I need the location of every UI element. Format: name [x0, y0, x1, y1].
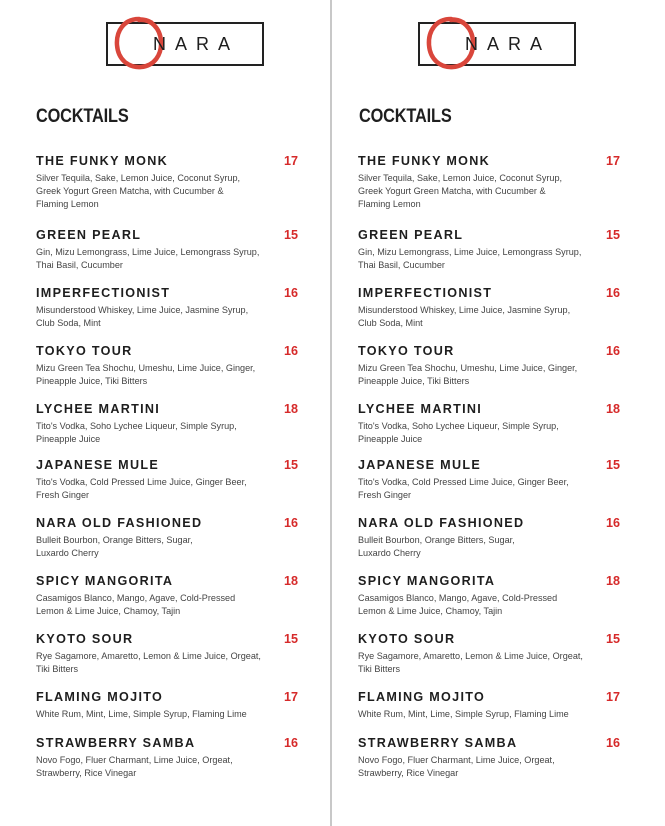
- menu-item: [358, 402, 620, 446]
- item-name: LYCHEE MARTINI: [358, 402, 483, 416]
- item-price: 16: [283, 736, 298, 750]
- item-description: Casamigos Blanco, Mango, Agave, Cold-Pressed Lemon & Lime Juice, Chamoy, Tajin: [36, 593, 236, 616]
- item-name: TOKYO TOUR: [36, 344, 133, 358]
- item-price: 17: [283, 690, 298, 704]
- item-description: White Rum, Mint, Lime, Simple Syrup, Flaming Lime: [358, 709, 569, 719]
- item-price: 17: [605, 690, 620, 704]
- item-name: JAPANESE MULE: [358, 458, 482, 472]
- menu-item: [36, 516, 298, 560]
- menu-item: [358, 286, 620, 330]
- item-price: 15: [605, 632, 620, 646]
- item-price: 18: [605, 402, 620, 416]
- menu-item: [36, 736, 298, 780]
- menu-item: [358, 574, 620, 618]
- item-price: 16: [283, 344, 298, 358]
- menu-page-left: [0, 0, 322, 826]
- item-name: FLAMING MOJITO: [36, 690, 164, 704]
- item-description: Tito's Vodka, Soho Lychee Liqueur, Simple Syrup, Pineapple Juice: [36, 421, 237, 444]
- item-description: Tito's Vodka, Cold Pressed Lime Juice, Ginger Beer, Fresh Ginger: [358, 477, 569, 500]
- item-price: 15: [283, 228, 298, 242]
- item-name: FLAMING MOJITO: [358, 690, 486, 704]
- menu-item: [358, 632, 620, 676]
- menu-item: [358, 516, 620, 560]
- item-price: 18: [283, 574, 298, 588]
- item-description: Gin, Mizu Lemongrass, Lime Juice, Lemongrass Syrup, Thai Basil, Cucumber: [358, 247, 582, 270]
- item-price: 15: [283, 458, 298, 472]
- item-description: Rye Sagamore, Amaretto, Lemon & Lime Juice, Orgeat, Tiki Bitters: [36, 651, 261, 674]
- item-price: 16: [605, 344, 620, 358]
- menu-item: [36, 228, 298, 272]
- item-price: 16: [283, 286, 298, 300]
- item-name: IMPERFECTIONIST: [36, 286, 171, 300]
- item-description: Mizu Green Tea Shochu, Umeshu, Lime Juice, Ginger, Pineapple Juice, Tiki Bitters: [358, 363, 578, 386]
- item-name: NARA OLD FASHIONED: [358, 516, 525, 530]
- menu-item: [36, 690, 298, 721]
- item-name: KYOTO SOUR: [358, 632, 456, 646]
- item-name: THE FUNKY MONK: [358, 154, 491, 168]
- section-title: COCKTAILS: [36, 106, 129, 127]
- menu-item: [36, 574, 298, 618]
- item-description: White Rum, Mint, Lime, Simple Syrup, Flaming Lime: [36, 709, 247, 719]
- item-price: 15: [605, 228, 620, 242]
- item-name: SPICY MANGORITA: [36, 574, 174, 588]
- item-name: GREEN PEARL: [358, 228, 464, 242]
- item-name: TOKYO TOUR: [358, 344, 455, 358]
- item-price: 18: [605, 574, 620, 588]
- item-price: 16: [605, 286, 620, 300]
- menu-page-right: [332, 0, 654, 826]
- item-description: Misunderstood Whiskey, Lime Juice, Jasmine Syrup, Club Soda, Mint: [36, 305, 249, 328]
- item-description: Novo Fogo, Fluer Charmant, Lime Juice, Orgeat, Strawberry, Rice Vinegar: [36, 755, 233, 778]
- menu-item: [36, 344, 298, 388]
- logo-text: NARA: [464, 34, 551, 54]
- item-name: NARA OLD FASHIONED: [36, 516, 203, 530]
- menu-item: [36, 286, 298, 330]
- nara-logo: [418, 22, 576, 66]
- item-price: 17: [605, 154, 620, 168]
- item-description: Rye Sagamore, Amaretto, Lemon & Lime Juice, Orgeat, Tiki Bitters: [358, 651, 583, 674]
- item-name: IMPERFECTIONIST: [358, 286, 493, 300]
- item-description: Misunderstood Whiskey, Lime Juice, Jasmine Syrup, Club Soda, Mint: [358, 305, 571, 328]
- item-name: THE FUNKY MONK: [36, 154, 169, 168]
- item-description: Bulleit Bourbon, Orange Bitters, Sugar, Luxardo Cherry: [36, 535, 193, 558]
- menu-item: [36, 458, 298, 502]
- item-description: Silver Tequila, Sake, Lemon Juice, Coconut Syrup, Greek Yogurt Green Matcha, with Cucumber & Flaming Lemon: [36, 173, 241, 209]
- menu-item: [358, 690, 620, 721]
- item-description: Novo Fogo, Fluer Charmant, Lime Juice, Orgeat, Strawberry, Rice Vinegar: [358, 755, 555, 778]
- item-price: 16: [283, 516, 298, 530]
- item-description: Silver Tequila, Sake, Lemon Juice, Coconut Syrup, Greek Yogurt Green Matcha, with Cucumber & Flaming Lemon: [358, 173, 563, 209]
- item-description: Gin, Mizu Lemongrass, Lime Juice, Lemongrass Syrup, Thai Basil, Cucumber: [36, 247, 260, 270]
- item-name: STRAWBERRY SAMBA: [36, 736, 196, 750]
- item-name: STRAWBERRY SAMBA: [358, 736, 518, 750]
- item-description: Tito's Vodka, Cold Pressed Lime Juice, Ginger Beer, Fresh Ginger: [36, 477, 247, 500]
- menu-item: [36, 632, 298, 676]
- item-price: 17: [283, 154, 298, 168]
- item-name: GREEN PEARL: [36, 228, 142, 242]
- section-title: COCKTAILS: [359, 106, 452, 127]
- item-name: LYCHEE MARTINI: [36, 402, 161, 416]
- item-price: 16: [605, 736, 620, 750]
- item-description: Casamigos Blanco, Mango, Agave, Cold-Pressed Lemon & Lime Juice, Chamoy, Tajin: [358, 593, 558, 616]
- menu-item: [36, 154, 298, 211]
- item-price: 18: [283, 402, 298, 416]
- menu-item: [358, 228, 620, 272]
- nara-logo: [106, 22, 264, 66]
- item-name: SPICY MANGORITA: [358, 574, 496, 588]
- item-price: 15: [605, 458, 620, 472]
- menu-item: [358, 736, 620, 780]
- item-description: Tito's Vodka, Soho Lychee Liqueur, Simple Syrup, Pineapple Juice: [358, 421, 559, 444]
- item-name: KYOTO SOUR: [36, 632, 134, 646]
- menu-item: [358, 344, 620, 388]
- item-description: Bulleit Bourbon, Orange Bitters, Sugar, Luxardo Cherry: [358, 535, 515, 558]
- item-price: 16: [605, 516, 620, 530]
- menu-item: [358, 154, 620, 211]
- menu-item: [36, 402, 298, 446]
- menu-item: [358, 458, 620, 502]
- item-price: 15: [283, 632, 298, 646]
- item-description: Mizu Green Tea Shochu, Umeshu, Lime Juice, Ginger, Pineapple Juice, Tiki Bitters: [36, 363, 256, 386]
- logo-text: NARA: [152, 34, 239, 54]
- item-name: JAPANESE MULE: [36, 458, 160, 472]
